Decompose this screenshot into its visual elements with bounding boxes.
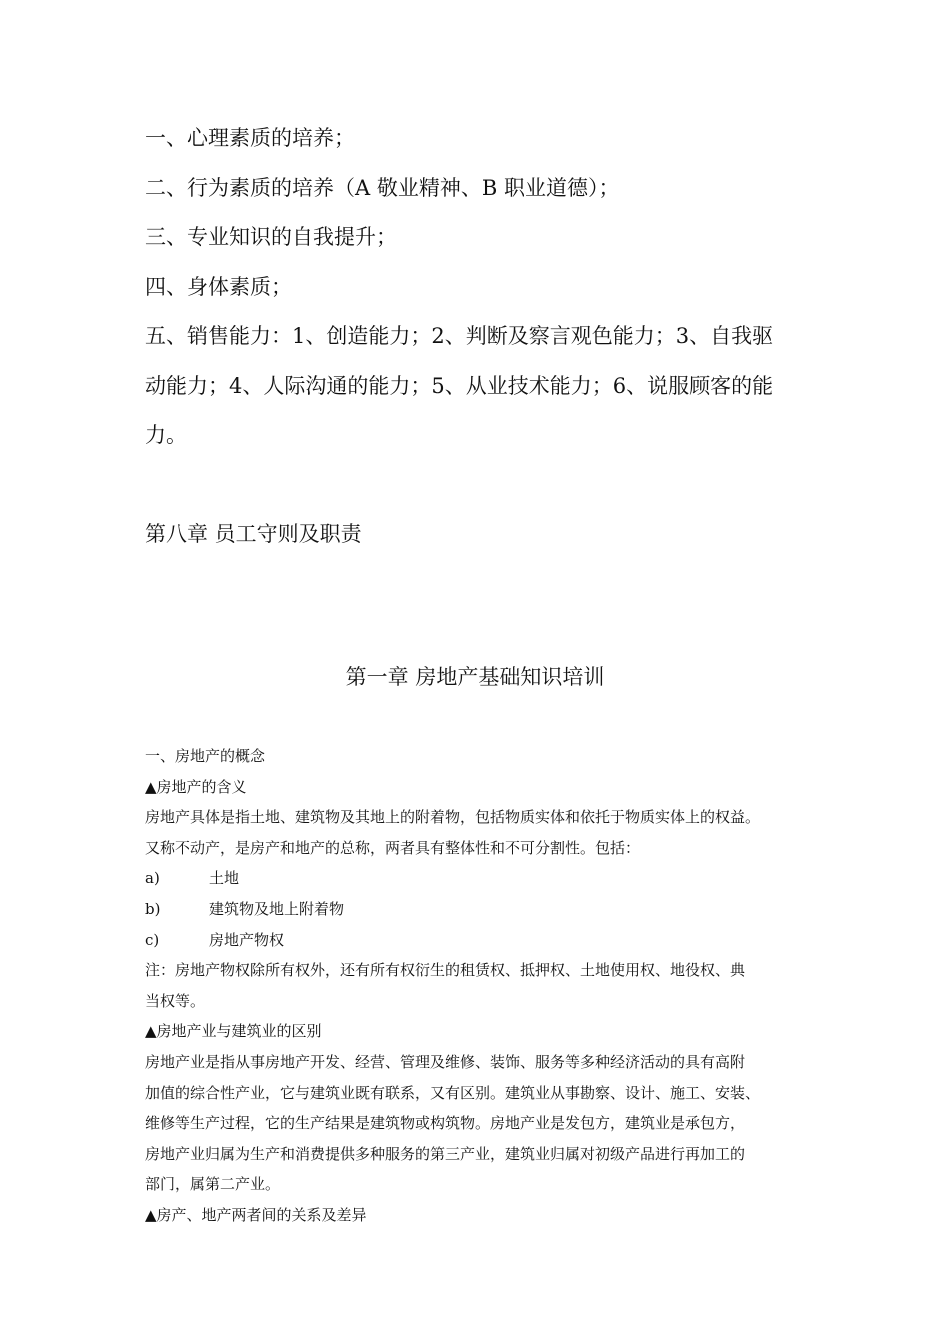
list-item: 二、行为素质的培养（A 敬业精神、B 职业道德）； [145, 175, 620, 200]
list-text: 建筑物及地上附着物 [209, 899, 345, 918]
list-item: 一、心理素质的培养； [145, 126, 355, 150]
list-item [145, 925, 815, 956]
list-item: 三、专业知识的自我提升； [145, 225, 397, 249]
chapter-one-body [145, 741, 815, 1231]
list-item-continued: 动能力；4、人际沟通的能力；5、从业技术能力；6、说服顾客的能 [145, 373, 774, 398]
paragraph-line: 加值的综合性产业，它与建筑业既有联系，又有区别。建筑业从事勘察、设计、施工、安装、 [145, 1083, 761, 1102]
chapter-one-title: 第一章 房地产基础知识培训 [345, 665, 605, 689]
note-line: 当权等。 [145, 991, 206, 1010]
section-heading: 一、房地产的概念 [145, 747, 266, 765]
list-item [145, 863, 815, 894]
subsection-heading: ▲房产、地产两者间的关系及差异 [145, 1205, 367, 1224]
list-text: 房地产物权 [209, 930, 285, 949]
list-item-continued: 力。 [145, 423, 187, 447]
paragraph-line: 维修等生产过程，它的生产结果是建筑物或构筑物。房地产业是发包方，建筑业是承包方， [145, 1114, 746, 1133]
list-label: a) [145, 869, 160, 888]
chapter-eight-title: 第八章 员工守则及职责 [145, 522, 362, 546]
list-label: c) [145, 930, 160, 949]
list-item: 五、销售能力：1、创造能力；2、判断及察言观色能力；3、自我驱 [145, 324, 774, 348]
list-item: 四、身体素质； [145, 274, 292, 299]
list-item [145, 894, 815, 925]
list-label: b) [145, 899, 161, 918]
paragraph-line: 房地产业归属为生产和消费提供多种服务的第三产业，建筑业归属对初级产品进行再加工的 [145, 1144, 746, 1163]
paragraph-line: 部门，属第二产业。 [145, 1175, 281, 1194]
paragraph-line: 房地产业是指从事房地产开发、经营、管理及维修、装饰、服务等多种经济活动的具有高附 [145, 1052, 746, 1071]
subsection-heading: ▲房地产的含义 [145, 777, 247, 796]
list-text: 土地 [209, 869, 240, 888]
subsection-heading: ▲房地产业与建筑业的区别 [145, 1022, 322, 1041]
paragraph-line: 又称不动产，是房产和地产的总称，两者具有整体性和不可分割性。包括： [145, 838, 641, 857]
note-line: 注：房地产物权除所有权外，还有所有权衍生的租赁权、抵押权、土地使用权、地役权、典 [145, 961, 746, 980]
paragraph-line: 房地产具体是指土地、建筑物及其地上的附着物，包括物质实体和依托于物质实体上的权益。 [145, 808, 761, 827]
qualities-list [145, 114, 815, 461]
